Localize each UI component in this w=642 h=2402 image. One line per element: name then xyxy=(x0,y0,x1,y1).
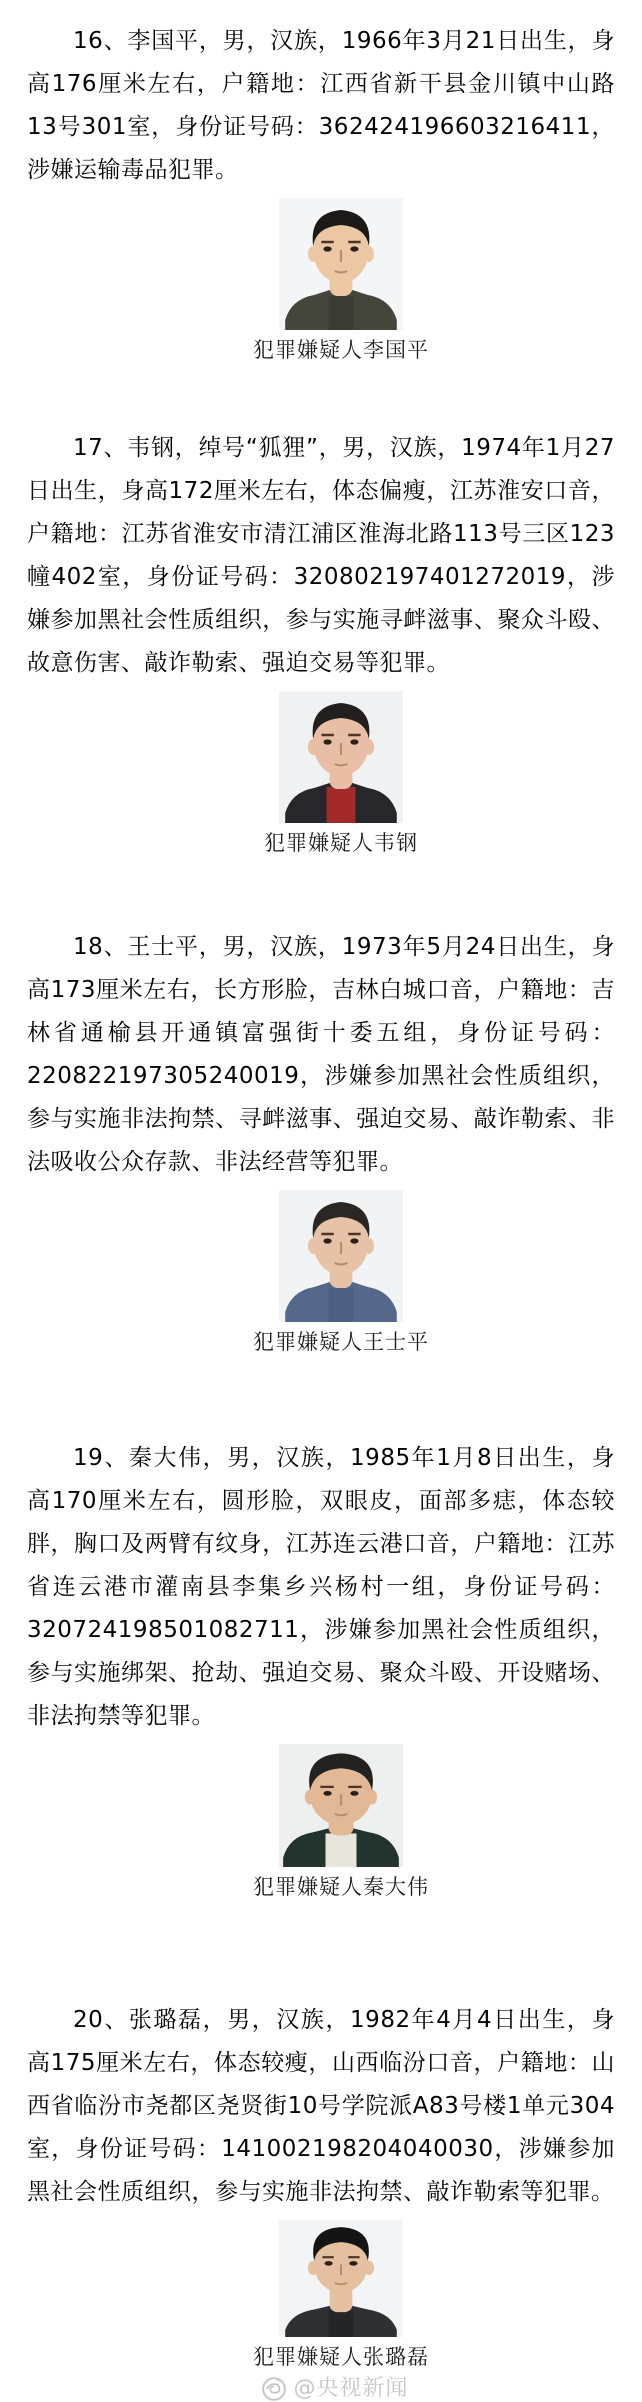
suspect-description: 18、王士平，男，汉族，1973年5月24日出生，身高173厘米左右，长方形脸，吉林白城口音，户籍地：吉林省通榆县开通镇富强街十委五组，身份证号码：220822197305240019，涉嫌参加黑社会性质组织，参与实施非法拘禁、寻衅滋事、强迫交易、敲诈勒索、非法吸收公众存款、非法经营等犯罪。 xyxy=(27,934,615,1175)
suspect-photo xyxy=(279,198,403,330)
suspect-description: 16、李国平，男，汉族，1966年3月21日出生，身高176厘米左右，户籍地：江西省新干县金川镇中山路13号301室，身份证号码：362424196603216411，涉嫌运输毒品犯罪。 xyxy=(27,28,615,183)
suspect-photo-block xyxy=(20,2220,642,2370)
suspect-description: 17、韦钢，绰号“狐狸”，男，汉族，1974年1月27日出生，身高172厘米左右，体态偏瘦，江苏淮安口音，户籍地：江苏省淮安市清江浦区淮海北路113号三区123幢402室，身份证号码：320802197401272019，涉嫌参加黑社会性质组织，参与实施寻衅滋事、聚众斗殴、故意伤害、敲诈勒索、强迫交易等犯罪。 xyxy=(27,435,615,676)
suspect-entry-19 xyxy=(0,1437,642,1900)
suspect-photo-block xyxy=(20,691,642,856)
suspect-photo xyxy=(279,1190,403,1322)
suspect-photo-block xyxy=(20,1190,642,1355)
suspect-photo-block xyxy=(20,1744,642,1900)
suspect-description: 20、张璐磊，男，汉族，1982年4月4日出生，身高175厘米左右，体态较瘦，山西临汾口音，户籍地：山西省临汾市尧都区尧贤街10号学院派A83号楼1单元304室，身份证号码：141002198204040030，涉嫌参加黑社会性质组织，参与实施非法拘禁、敲诈勒索等犯罪。 xyxy=(27,2007,615,2205)
photo-caption: 犯罪嫌疑人王士平 xyxy=(253,1330,429,1354)
suspect-photo xyxy=(279,2220,403,2337)
photo-caption: 犯罪嫌疑人秦大伟 xyxy=(253,1875,429,1899)
suspect-entry-18 xyxy=(0,926,642,1355)
watermark xyxy=(14,2376,642,2402)
suspect-description: 19、秦大伟，男，汉族，1985年1月8日出生，身高170厘米左右，圆形脸，双眼皮，面部多痣，体态较胖，胸口及两臂有纹身，江苏连云港口音，户籍地：江苏省连云港市灌南县李集乡兴杨村一组，身份证号码：320724198501082711，涉嫌参加黑社会性质组织，参与实施绑架、抢劫、强迫交易、聚众斗殴、开设赌场、非法拘禁等犯罪。 xyxy=(27,1445,615,1729)
photo-caption: 犯罪嫌疑人韦钢 xyxy=(264,831,418,855)
cctv-news-logo-icon xyxy=(261,2376,287,2402)
suspect-photo xyxy=(279,691,403,823)
suspect-entry-20 xyxy=(0,1999,642,2370)
watermark-handle: @央视新闻 xyxy=(293,2376,409,2401)
suspect-entry-16 xyxy=(0,20,642,363)
photo-caption: 犯罪嫌疑人张璐磊 xyxy=(253,2345,429,2369)
suspect-photo-block xyxy=(20,198,642,363)
suspect-photo xyxy=(279,1744,403,1867)
photo-caption: 犯罪嫌疑人李国平 xyxy=(253,338,429,362)
suspect-entry-17 xyxy=(0,427,642,856)
